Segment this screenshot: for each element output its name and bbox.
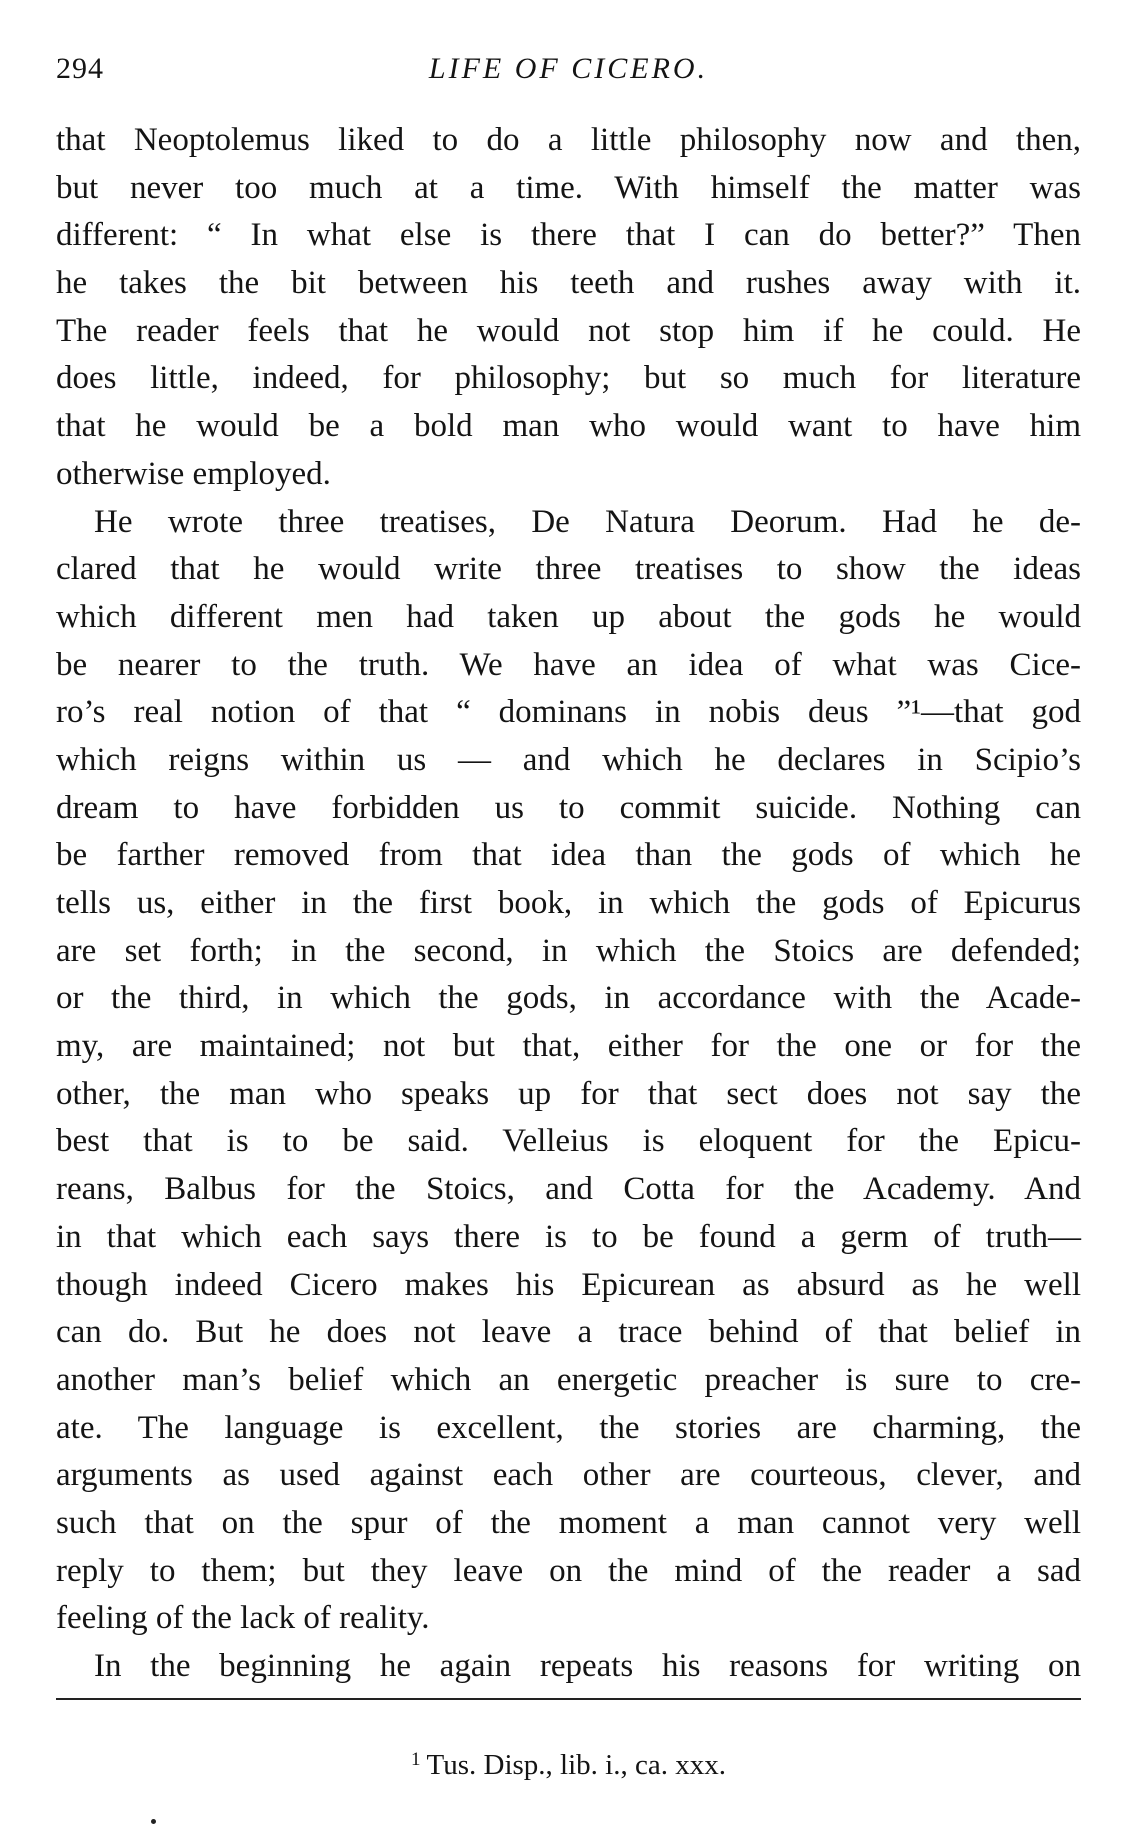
text-line: other, the man who speaks up for that sect does not say the: [56, 1075, 1081, 1112]
text-line: clared that he would write three treatises to show the ideas: [56, 551, 1081, 588]
text-line: that Neoptolemus liked to do a little philosophy now and then,: [56, 122, 1081, 158]
text-line: he takes the bit between his teeth and rushes away with it.: [56, 265, 1081, 302]
paragraph-first-line: He wrote three treatises, De Natura Deorum. Had he de-: [94, 503, 1081, 540]
running-title: LIFE OF CICERO.: [428, 52, 709, 85]
text-line: which reigns within us — and which he declares in Scipio’s: [56, 741, 1081, 778]
text-line: does little, indeed, for philosophy; but so much for literature: [56, 360, 1081, 397]
text-line: arguments as used against each other are courteous, clever, and: [56, 1457, 1081, 1494]
text-line: ro’s real notion of that “ dominans in nobis deus ”¹—that god: [56, 694, 1081, 731]
text-line: such that on the spur of the moment a man cannot very well: [56, 1504, 1081, 1541]
text-line: reply to them; but they leave on the mind of the reader a sad: [56, 1552, 1081, 1589]
footnote-divider: [56, 1698, 1081, 1700]
text-line: but never too much at a time. With himself the matter was: [56, 169, 1081, 206]
text-line: that he would be a bold man who would want to have him: [56, 408, 1081, 445]
text-line: reans, Balbus for the Stoics, and Cotta for the Academy. And: [56, 1171, 1081, 1208]
text-line: The reader feels that he would not stop him if he could. He: [56, 312, 1081, 349]
page-number: 294: [56, 52, 104, 85]
text-line: ate. The language is excellent, the stories are charming, the: [56, 1409, 1081, 1446]
text-line: be farther removed from that idea than the gods of which he: [56, 837, 1081, 874]
text-line: or the third, in which the gods, in accordance with the Acade-: [56, 980, 1081, 1017]
text-line: can do. But he does not leave a trace behind of that belief in: [56, 1314, 1081, 1351]
text-line: my, are maintained; not but that, either for the one or for the: [56, 1028, 1081, 1065]
footnote: [0, 1740, 1137, 1785]
text-line: dream to have forbidden us to commit suicide. Nothing can: [56, 789, 1081, 826]
text-line: different: “ In what else is there that I can do better?” Then: [56, 217, 1081, 254]
text-line: otherwise employed.: [56, 455, 331, 492]
text-line: which different men had taken up about the gods he would: [56, 598, 1081, 635]
print-speck: [151, 1819, 156, 1824]
footnote-text: Tus. Disp., lib. i., ca. xxx.: [426, 1749, 726, 1781]
paragraph-first-line: In the beginning he again repeats his reasons for writing on: [94, 1648, 1081, 1684]
text-line: in that which each says there is to be found a germ of truth—: [56, 1218, 1081, 1255]
text-line: best that is to be said. Velleius is eloquent for the Epicu-: [56, 1123, 1081, 1160]
text-line: are set forth; in the second, in which the Stoics are defended;: [56, 932, 1081, 969]
text-line: feeling of the lack of reality.: [56, 1600, 430, 1637]
body-text: [56, 117, 1081, 1691]
text-line: be nearer to the truth. We have an idea of what was Cice-: [56, 646, 1081, 683]
page-header: [56, 52, 1081, 92]
footnote-marker: 1: [411, 1749, 421, 1770]
text-line: though indeed Cicero makes his Epicurean as absurd as he well: [56, 1266, 1081, 1303]
text-line: tells us, either in the first book, in which the gods of Epicurus: [56, 885, 1081, 921]
text-line: another man’s belief which an energetic preacher is sure to cre-: [56, 1361, 1081, 1398]
